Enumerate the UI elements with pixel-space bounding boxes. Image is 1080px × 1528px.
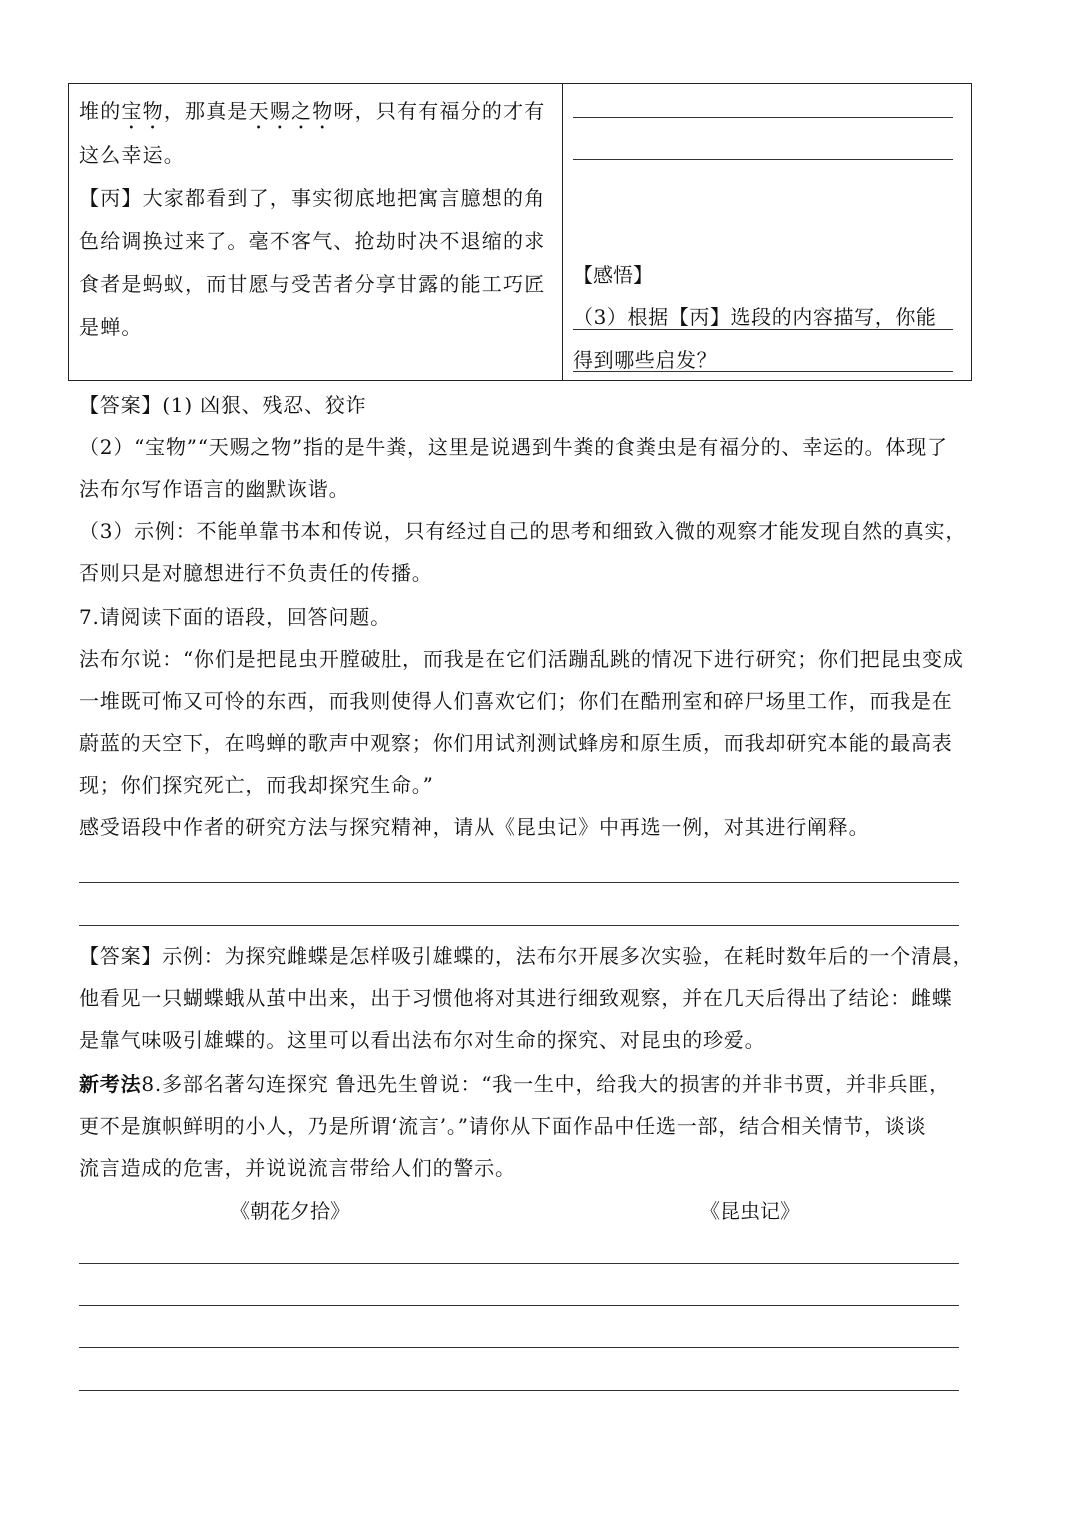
book-option-2: 《昆虫记》 xyxy=(700,1199,800,1223)
answer-line[interactable] xyxy=(79,882,959,883)
answer-q6: 【答案】(1) 凶狠、残忍、狡诈 （2）“宝物”“天赐之物”指的是牛粪，这里是说遇到牛粪的食粪虫是有福分的、幸运的。体现了 法布尔写作语言的幽默诙谐。 （3）示例：不能单靠书本和传说，只有经过自己的思考和细致入微的观察才能发现自然的真实， 否则只是对臆想进行不负责任的传播。 xyxy=(79,393,967,585)
answer-line[interactable] xyxy=(573,159,953,160)
answer-line[interactable] xyxy=(573,371,953,372)
passage-line: 食者是蚂蚁，而甘愿与受苦者分享甘露的能工巧匠 xyxy=(79,272,546,296)
new-method-tag: 新考法 xyxy=(79,1072,142,1096)
insight-label: 【感悟】 xyxy=(573,263,653,287)
reading-table xyxy=(68,83,972,381)
question-3: （3）根据【丙】选段的内容描写，你能 得到哪些启发？ xyxy=(573,305,937,372)
passage-line: 是蝉。 xyxy=(79,315,143,339)
answer-line[interactable] xyxy=(79,1305,959,1306)
answer-q7: 【答案】示例：为探究雌蝶是怎样吸引雄蝶的，法布尔开展多次实验，在耗时数年后的一个清晨， 他看见一只蝴蝶蛾从茧中出来，出于习惯他将对其进行细致观察，并在几天后得出了结论：雌蝶 是靠气味吸引雄蝶的。这里可以看出法布尔对生命的探究、对昆虫的珍爱。 xyxy=(79,944,974,1052)
passage-line: 这么幸运。 xyxy=(79,143,185,167)
answer-line[interactable] xyxy=(573,117,953,118)
answer-line[interactable] xyxy=(79,1347,959,1348)
q7-prompt: 感受语段中作者的研究方法与探究精神，请从《昆虫记》中再选一例，对其进行阐释。 xyxy=(79,815,870,839)
passage-column xyxy=(69,84,563,380)
passage-bing: 【丙】大家都看到了，事实彻底地把寓言臆想的角 xyxy=(79,186,546,210)
question-8: 新考法8.多部名著勾连探究 鲁迅先生曾说：“我一生中，给我大的损害的并非书贾，并非兵匪， 更不是旗帜鲜明的小人，乃是所谓‘流言’。”请你从下面作品中任选一部，结合相关情节，谈谈 流言造成的危害，并说说流言带给人们的警示。 xyxy=(79,1072,950,1180)
question-column xyxy=(563,84,971,380)
passage-line: 色给调换过来了。毫不客气、抢劫时决不退缩的求 xyxy=(79,229,546,253)
answer-line[interactable] xyxy=(79,1263,959,1264)
answer-line[interactable] xyxy=(79,1390,959,1391)
q7-title: 7.请阅读下面的语段，回答问题。 xyxy=(79,605,391,629)
passage-line: 堆的宝物，那真是天赐之物呀，只有有福分的才有 xyxy=(79,99,546,123)
answer-line[interactable] xyxy=(573,329,953,330)
answer-line[interactable] xyxy=(79,925,959,926)
question-7: 7.请阅读下面的语段，回答问题。 法布尔说：“你们是把昆虫开膛破肚，而我是在它们活蹦乱跳的情况下进行研究；你们把昆虫变成 一堆既可怖又可怜的东西，而我则使得人们喜欢它们；你们在酷刑室和碎尸场里工作，而我是在 蔚蓝的天空下，在鸣蝉的歌声中观察；你们用试剂测试蜂房和原生质，而我却研究本能的最高表 现；你们探究死亡，而我却探究生命。” 感受语段中作者的研究方法与探究精神，请从《昆虫记》中再选一例，对其进行阐释。 xyxy=(79,596,1005,848)
book-option-1: 《朝花夕拾》 xyxy=(230,1199,350,1223)
